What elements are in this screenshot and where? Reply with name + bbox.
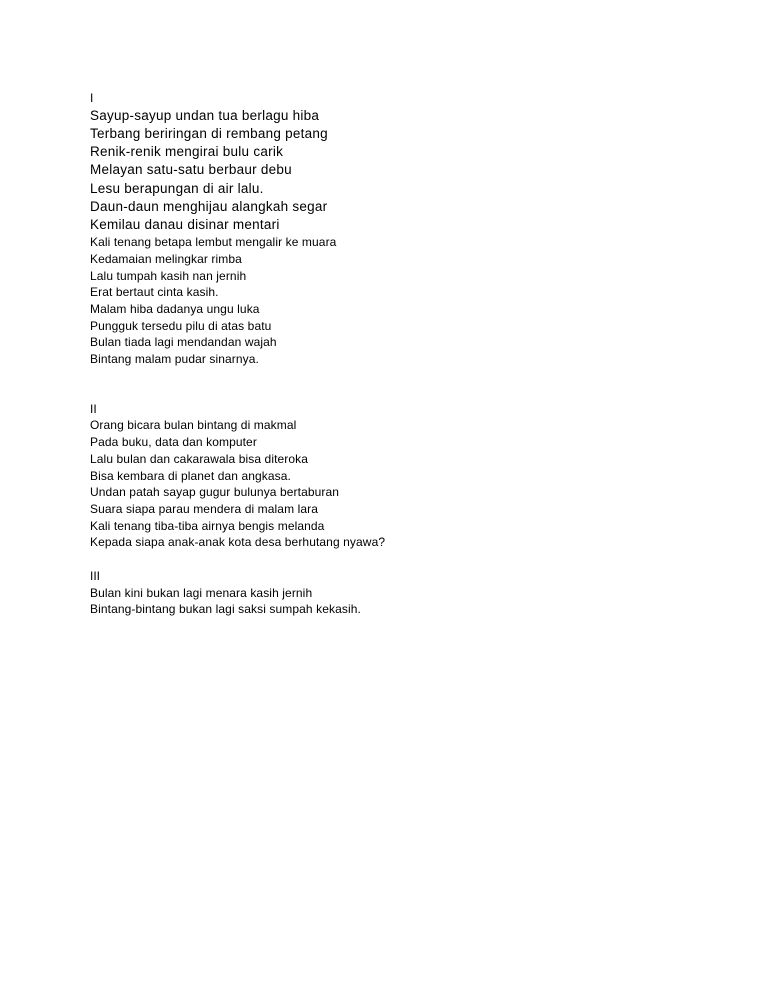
poem-line: Bulan tiada lagi mendandan wajah — [90, 335, 277, 350]
poem-line: Malam hiba dadanya ungu luka — [90, 301, 260, 316]
poem-line: Kepada siapa anak-anak kota desa berhutang nyawa? — [90, 535, 386, 550]
poem-line: Kedamaian melingkar rimba — [90, 251, 242, 266]
poem-line: Undan patah sayap gugur bulunya bertaburan — [90, 485, 340, 500]
poem-line: Daun-daun menghijau alangkah segar — [90, 198, 328, 214]
section-i — [90, 90, 730, 368]
poem-line: Orang bicara bulan bintang di makmal — [90, 418, 297, 433]
poem-line: Terbang beriringan di rembang petang — [90, 125, 328, 141]
poem-line: Suara siapa parau mendera di malam lara — [90, 501, 319, 516]
section-heading: I — [90, 91, 94, 105]
poem-line: Erat bertaut cinta kasih. — [90, 285, 219, 300]
poem-line: Bintang-bintang bukan lagi saksi sumpah kekasih. — [90, 602, 361, 617]
poem-line: Kali tenang betapa lembut mengalir ke muara — [90, 235, 337, 250]
section-ii — [90, 401, 730, 551]
poem-line: Pada buku, data dan komputer — [90, 435, 257, 450]
section-heading: III — [90, 569, 101, 584]
poem-line: Lalu tumpah kasih nan jernih — [90, 268, 247, 283]
poem-line: Pungguk tersedu pilu di atas batu — [90, 318, 272, 333]
poem-line: Melayan satu-satu berbaur debu — [90, 162, 292, 178]
poem-line: Bintang malam pudar sinarnya. — [90, 352, 259, 367]
poem-line: Bulan kini bukan lagi menara kasih jernih — [90, 585, 313, 600]
poem-line: Sayup-sayup undan tua berlagu hiba — [90, 107, 320, 123]
poem-line: Renik-renik mengirai bulu carik — [90, 144, 284, 160]
section-heading: II — [90, 401, 97, 416]
poem-line: Lalu bulan dan cakarawala bisa diteroka — [90, 451, 309, 466]
poem — [90, 90, 730, 618]
poem-line: Kali tenang tiba-tiba airnya bengis melanda — [90, 518, 325, 533]
section-iii — [90, 568, 730, 618]
poem-line: Lesu berapungan di air lalu. — [90, 180, 264, 196]
poem-line: Kemilau danau disinar mentari — [90, 216, 280, 232]
poem-line: Bisa kembara di planet dan angkasa. — [90, 468, 291, 483]
